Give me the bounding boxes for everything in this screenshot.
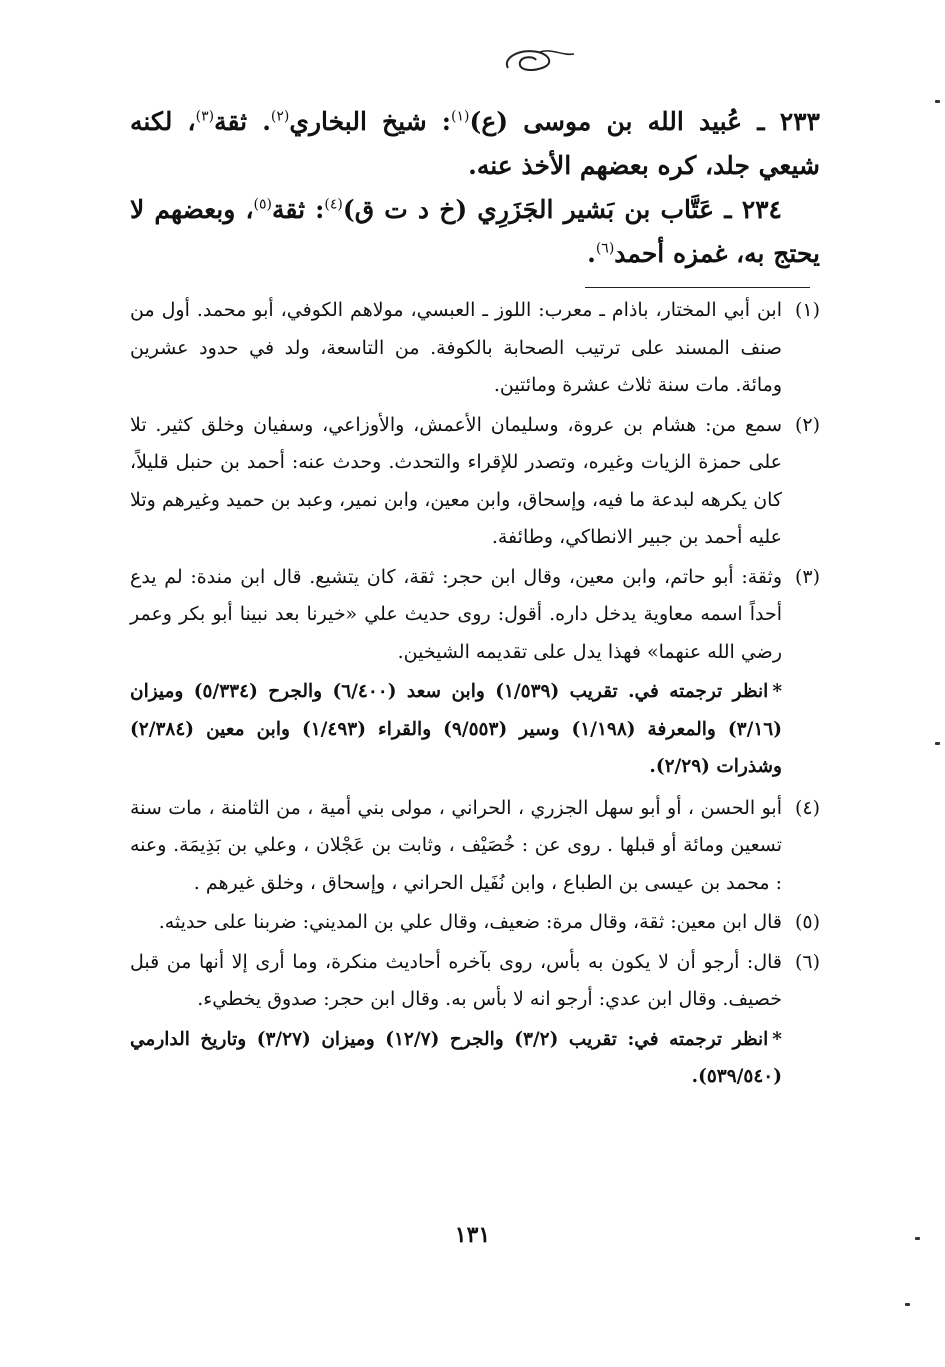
footnote-ref[interactable]: (٣) — [195, 108, 215, 125]
entry-233 — [130, 100, 820, 188]
footnote-text: سمع من: هشام بن عروة، وسليمان الأعمش، والأوزاعي، وسفيان وخلق كثير. تلا على حمزة الزيات وغيره، وتصدر للإقراء والتحدث. وحدث عنه: أحمد بن حنبل قليلاً، كان يكرهه لبدعة ما فيه، وإسحاق، وابن معين، وابن نمير، وعبد بن حميد وغيرهم وتلا عليه أحمد بن جبير الانطاكي، وطائفة. — [130, 413, 782, 548]
main-entries — [130, 100, 820, 276]
footnote-3 — [130, 559, 820, 672]
entry-234 — [130, 188, 820, 276]
footnote-text: قال ابن معين: ثقة، وقال مرة: ضعيف، وقال علي بن المديني: ضربنا على حديثه. — [158, 911, 782, 933]
entry-text: : ثقة — [272, 195, 325, 224]
footnote-ref[interactable]: (١) — [451, 108, 470, 125]
asterisk-icon: * — [772, 1028, 782, 1050]
footnote-ref[interactable]: (٤) — [324, 196, 343, 213]
footnote-number: (٣) — [794, 565, 820, 588]
footnote-number: (٥) — [794, 911, 820, 933]
references-text: انظر ترجمته في. تقريب (١/٥٣٩) وابن سعد (٦/٤٠٠) والجرح (٥/٣٣٤) وميزان (٣/١٦) والمعرفة (١/١٩٨) وسير (٩/٥٥٣) والقراء (١/٤٩٣) وابن معين (٢/٣٨٤) وشذرات (٢/٢٩). — [130, 681, 782, 777]
footnote-text: قال: أرجو أن لا يكون به بأس، روى بآخره أحاديث منكرة، وما أرى إلا أنها من قبل خصيف. وقال ابن عدي: أرجو انه لا بأس به. وقال ابن حجر: صدوق يخطيء. — [130, 950, 782, 1010]
footnote-text: وثقة: أبو حاتم، وابن معين، وقال ابن حجر: ثقة، كان يتشيع. قال ابن مندة: لم يدع أحداً اسمه معاوية يدخل داره. أقول: روى حديث علي «خيرنا بعد نبينا أبو بكر وعمر رضي الله عنهما» فهذا يدل على تقديمه الشيخين. — [130, 565, 782, 663]
footnote-1 — [130, 292, 820, 405]
entry-text: : شيخ البخاري — [289, 107, 452, 136]
footnote-text: أبو الحسن ، أو أبو سهل الجزري ، الحراني ، مولى بني أمية ، من الثامنة ، مات سنة تسعين ومائة أو قبلها . روى عن : خُصَيْف ، وثابت بن عَجْلان ، وعلي بن بَذِيمَة. وعنه : محمد بن عيسى بن الطباع ، وابن نُفَيل الحراني ، وإسحاق ، وخلق غيرهم . — [130, 796, 782, 894]
ornament-icon — [500, 38, 580, 88]
footnote-number: (٢) — [794, 413, 820, 436]
entry-text: ، لكنه شيعي جلد، كره بعضهم الأخذ عنه. — [130, 107, 820, 180]
entry-text: ٢٣٣ ـ عُبيد الله بن موسى (ع) — [469, 107, 820, 136]
footnote-divider — [585, 287, 810, 288]
footnote-2 — [130, 407, 820, 557]
scan-speck — [915, 1237, 920, 1240]
entry-text: ، وبعضهم لا يحتج به، غمزه أحمد — [130, 195, 820, 268]
scan-speck — [935, 100, 940, 103]
references-entry-234 — [130, 1021, 820, 1096]
footnote-ref[interactable]: (٦) — [595, 240, 615, 257]
footnote-6 — [130, 944, 820, 1019]
scan-speck — [905, 1303, 910, 1306]
footnote-text: ابن أبي المختار، باذام ـ معرب: اللوز ـ العبسي، مولاهم الكوفي، أبو محمد. أول من صنف المسند على ترتيب الصحابة بالكوفة. من التاسعة، ولد في حدود عشرين ومائة. مات سنة ثلاث عشرة ومائتين. — [130, 299, 782, 396]
footnote-ref[interactable]: (٢) — [270, 108, 290, 125]
footnote-4 — [130, 790, 820, 903]
footnote-5 — [130, 904, 820, 942]
entry-text: ٢٣٤ ـ عَتَّاب بن بَشير الجَزَرِي (خ د ت ق) — [342, 195, 782, 224]
references-entry-233 — [130, 673, 820, 786]
footnotes — [130, 292, 820, 1100]
entry-text: . — [587, 239, 596, 268]
references-text: انظر ترجمته في: تقريب (٣/٢) والجرح (١٢/٧) وميزان (٣/٢٧) وتاريخ الدارمي (٥٣٩/٥٤٠). — [130, 1028, 782, 1087]
page-number: ١٣١ — [454, 1222, 491, 1248]
footnote-number: (١) — [794, 299, 820, 321]
asterisk-icon: * — [772, 681, 782, 702]
footnote-ref[interactable]: (٥) — [253, 196, 273, 213]
footnote-number: (٦) — [794, 950, 820, 973]
footnote-number: (٤) — [794, 796, 820, 819]
scan-speck — [935, 742, 940, 745]
entry-text: . ثقة — [214, 107, 271, 136]
